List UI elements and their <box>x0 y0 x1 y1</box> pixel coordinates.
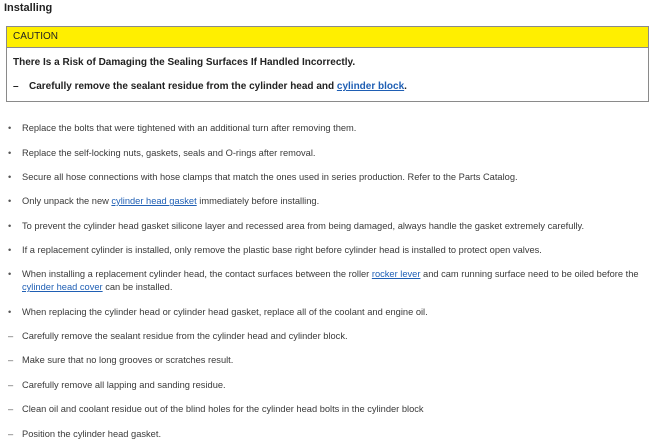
dash-marker: – <box>8 404 14 414</box>
bullet-marker: • <box>8 123 12 133</box>
list-item-text: Secure all hose connections with hose clamps that match the ones used in series production. Refer to the Parts Catalog. <box>22 172 518 182</box>
cylinder-head-cover-link[interactable]: cylinder head cover <box>22 282 103 292</box>
dash-marker: – <box>13 81 19 92</box>
bullet-marker: • <box>8 196 12 206</box>
dash-marker: – <box>8 380 14 390</box>
bullet-marker: • <box>8 148 12 158</box>
list-item-text: Make sure that no long grooves or scratches result. <box>22 355 234 365</box>
text-segment: immediately before installing. <box>196 196 320 206</box>
text-segment: Only unpack the new <box>22 196 112 206</box>
list-item-text: Position the cylinder head gasket. <box>22 429 162 439</box>
text-segment: can be installed. <box>102 282 173 292</box>
list-item-text: To prevent the cylinder head gasket silicone layer and recessed area from being damaged, always handle the gasket extremely carefully. <box>22 221 585 231</box>
dash-marker: – <box>8 429 14 439</box>
rocker-lever-link[interactable]: rocker lever <box>371 269 421 279</box>
bullet-marker: • <box>8 269 12 279</box>
list-item-text: Carefully remove all lapping and sanding residue. <box>22 380 226 390</box>
caution-instruction <box>13 81 407 92</box>
cylinder-head-gasket-link[interactable]: cylinder head gasket <box>111 196 197 206</box>
caution-warning: There Is a Risk of Damaging the Sealing Surfaces If Handled Incorrectly. <box>13 57 356 68</box>
list-item-text <box>22 195 647 208</box>
bullet-marker: • <box>8 172 12 182</box>
caution-header: CAUTION <box>7 27 648 48</box>
section-title: Installing <box>4 2 53 14</box>
text-segment: When installing a replacement cylinder head, the contact surfaces between the roller <box>22 269 372 279</box>
caution-box <box>6 26 649 102</box>
list-item-text: Replace the bolts that were tightened with an additional turn after removing them. <box>22 123 357 133</box>
text-segment: and cam running surface need to be oiled before the <box>420 269 639 279</box>
list-item-text: If a replacement cylinder is installed, only remove the plastic base right before cylinder head is installed to protect open valves. <box>22 245 542 255</box>
list-item-text: Clean oil and coolant residue out of the blind holes for the cylinder head bolts in the cylinder block <box>22 404 424 414</box>
list-item-text <box>22 268 647 294</box>
list-item-text: When replacing the cylinder head or cylinder head gasket, replace all of the coolant and engine oil. <box>22 307 428 317</box>
bullet-marker: • <box>8 307 12 317</box>
list-item-text: Carefully remove the sealant residue from the cylinder head and cylinder block. <box>22 331 348 341</box>
dash-marker: – <box>8 331 14 341</box>
bullet-marker: • <box>8 221 12 231</box>
bullet-marker: • <box>8 245 12 255</box>
caution-instruction-text: Carefully remove the sealant residue from the cylinder head and <box>29 81 337 92</box>
dash-marker: – <box>8 355 14 365</box>
list-item-text: Replace the self-locking nuts, gaskets, seals and O-rings after removal. <box>22 148 316 158</box>
cylinder-block-link[interactable]: cylinder block <box>336 81 405 92</box>
caution-instruction-end: . <box>404 81 407 92</box>
